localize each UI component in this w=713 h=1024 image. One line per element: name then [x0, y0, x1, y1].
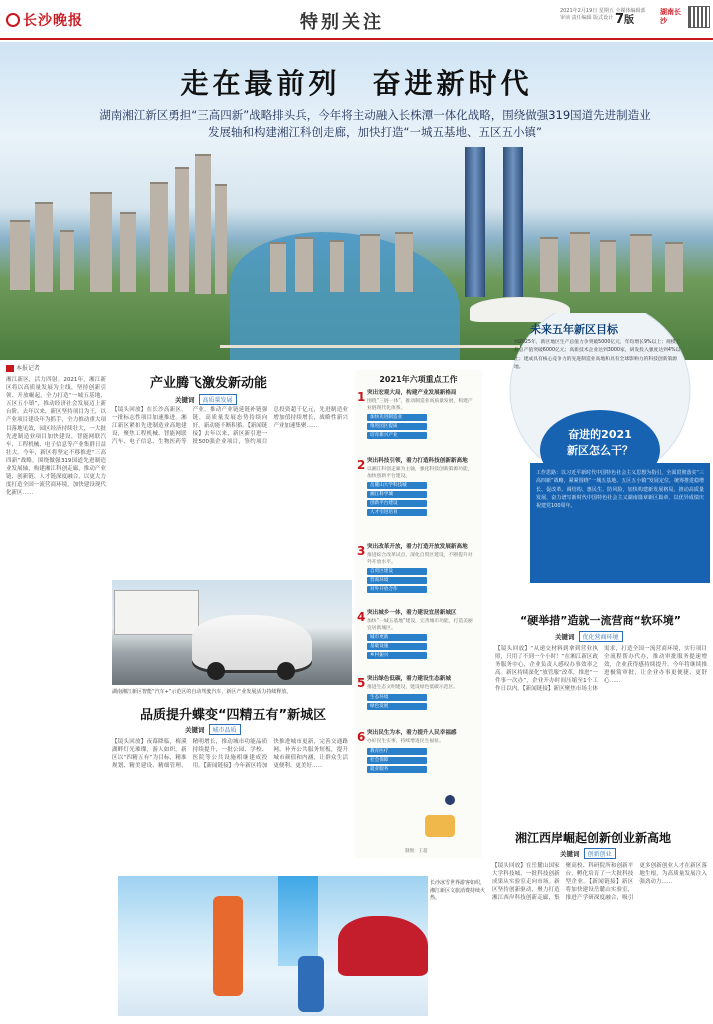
city-text: 【镜头回放】夜幕降临，梅溪湖畔灯光璀璨，游人如织。新区以“四精五有”为目标，精准规划、精美建设、精细管理、精明增长，推动城市功能品质持续提升，一批公园、学校、医院等公共设施相继建成投用。【新闻链接】今年新区将加快推进城市更新，完善交通路网，补齐公共服务短板，提升城市颜值和内涵，让群众生活更便利、更美好…… — [112, 739, 348, 770]
building — [270, 242, 286, 292]
business-keyword — [555, 631, 623, 642]
building — [330, 240, 344, 292]
reporter-label — [6, 363, 106, 372]
item-tag: 湘江科学城 — [367, 491, 427, 498]
business-text: 【镜头回放】“从递交材料到拿到营业执照，只用了不到一个小时！”在湘江新区政务服务中心，企业负责人感叹办事效率之高。新区持续深化“放管服”改革，推进“一件事一次办”，企业开办时间压缩至1个工作日以内。【新闻链接】新区聚焦市场主体需求，打造全国一流营商环境，实行项目全流程帮办代办，推动审批服务提速增效，企业获得感持续提升。今年将继续推进极简审批，让企业办事更便捷、更舒心…… — [495, 646, 707, 693]
worker-illustration — [415, 795, 475, 845]
masthead — [0, 0, 713, 40]
key-work-item — [357, 544, 477, 593]
industry-headline: 产业腾飞激发新动能 — [150, 376, 268, 391]
building — [630, 234, 652, 292]
hero-subtitle: 湖南湘江新区勇担“三高四新”战略排头兵，今年将主动融入长株潭一体化战略，围绕做强319国道先进制造业发展轴和构建湘江科创走廊，加快打造“一城五基地、五区五小镇” — [99, 108, 651, 139]
car-wheel — [277, 662, 295, 680]
item-tag: 城市更新 — [367, 634, 427, 641]
bridge — [220, 345, 520, 348]
building — [120, 212, 136, 292]
keyword-label: 关键词 — [175, 396, 195, 404]
chart-credit: 制图：王超 — [405, 849, 428, 854]
page-number-suffix: 版 — [624, 15, 635, 26]
person-head-icon — [445, 795, 455, 805]
item-tag: 对外开放合作 — [367, 586, 427, 593]
business-headline: “硬举措”造就一流营商“软环境” — [520, 614, 681, 627]
date-line: 2021年2月19日 星期五 全媒体编辑部审读 责任编辑 版式设计 — [560, 8, 646, 21]
item-number: 1 — [357, 390, 366, 404]
innovation-text: 【镜头回放】在岳麓山国家大学科技城，一批科技创新成果从实验室走向市场。新区坚持创新驱动，聚力打造湘江西岸科技创新走廊，集聚高校、科研院所和创新平台，孵化培育了一大批科技型企业。【新闻链接】新区将加快建设岳麓山实验室，推进产学研深度融合，吸引更多创新创业人才在新区落地生根，为高质量发展注入强劲动力…… — [492, 863, 707, 902]
page-number-value: 7 — [615, 12, 625, 27]
item-number: 3 — [357, 544, 366, 558]
logo-text: 长沙晚报 — [23, 13, 83, 29]
plan-title-line2: 新区怎么干？ — [567, 444, 633, 457]
key-work-item — [357, 730, 477, 773]
innovation-headline: 湘江西岸崛起创新创业新高地 — [515, 831, 672, 845]
twin-tower-right — [503, 147, 523, 297]
item-number: 2 — [357, 458, 366, 472]
keyword-tag: 高质量发展 — [199, 394, 237, 405]
item-title: 突出改革开放，着力打造开放发展新高地 — [367, 544, 468, 550]
red-car-display — [338, 916, 428, 976]
keyword-label: 关键词 — [560, 850, 580, 858]
keyword-label: 关键词 — [555, 633, 575, 641]
key-work-item — [357, 390, 477, 439]
hero-title: 走在最前列 奋进新时代 — [180, 67, 533, 100]
building — [600, 240, 616, 292]
ice-sculpture — [278, 876, 318, 966]
car-wheel — [207, 662, 225, 680]
item-title: 突出科技引领，着力打造科技创新新高地 — [367, 458, 468, 464]
building — [10, 220, 30, 290]
building — [540, 237, 558, 292]
city-keyword — [185, 724, 241, 735]
city-headline: 品质提升蝶变“四精五有”新城区 — [140, 708, 327, 723]
logo-circle-icon — [6, 13, 20, 27]
key-work-item — [357, 676, 477, 710]
innovation-keyword — [560, 848, 616, 859]
item-tag: 生态环境 — [367, 694, 427, 701]
item-tag: 创新平台建设 — [367, 500, 427, 507]
building — [35, 202, 53, 292]
item-tag: 就业服务 — [367, 766, 427, 773]
keyword-tag: 优化营商环境 — [579, 631, 623, 642]
goals-title: 未来五年新区目标 — [530, 323, 618, 336]
key-work-item — [357, 610, 477, 659]
item-number: 5 — [357, 676, 366, 690]
car-body — [192, 615, 312, 670]
item-tag: 乡村振兴 — [367, 652, 427, 659]
twin-tower-left — [465, 147, 485, 297]
item-tag: 社会保障 — [367, 757, 427, 764]
item-tag: 加快先进制造业 — [367, 414, 427, 421]
building — [215, 184, 227, 294]
building — [295, 237, 313, 292]
item-tag: 培育新兴产业 — [367, 432, 427, 439]
key-work-item — [357, 458, 477, 516]
key-work-title: 2021年六项重点工作 — [379, 375, 458, 384]
plan-title-line1: 奋进的2021 — [568, 428, 632, 441]
item-tag: 绿色发展 — [367, 703, 427, 710]
item-tag: 教育医疗 — [367, 748, 427, 755]
box-illustration — [425, 815, 455, 837]
qr-code-icon[interactable] — [688, 6, 710, 28]
industry-photo-caption: 湖南湘江新区智能“汽车+”示范区的自动驾驶汽车，新区产业发展活力持续释放。 — [112, 689, 292, 695]
industry-keyword — [175, 394, 237, 405]
red-tag: 湖南长沙 — [660, 8, 681, 25]
left-column-text: 湘江新区，活力四射。2021年，湘江新区将以高质量发展为主线，坚持创新引领、开放崛起，全力打造“一城五基地、五区五小镇”，推动经济社会发展迈上新台阶。去年以来，新区坚持项目为王，以产业项目建设年为抓手，全力推动重大项目落地见效，园区经济持续壮大，一大批先进制造业项目加快建设，智能网联汽车、工程机械、电子信息等产业集群日益壮大。今年，新区将坚定不移推进“三高四新”战略，围绕做强319国道先进制造业发展轴，构建湘江科创走廊，推动产业链、创新链、人才链深度融合，以更大力度打造全国一流营商环境，加快建设现代化新区…… — [6, 377, 106, 497]
item-title: 突出宏观大局，构建产业发展新格局 — [367, 390, 457, 396]
building — [665, 242, 683, 292]
building — [150, 182, 168, 292]
building — [570, 232, 590, 292]
keyword-tag: 创新创业 — [584, 848, 616, 859]
item-tag: 人才引进培育 — [367, 509, 427, 516]
item-desc: 办好民生实事，持续增进民生福祉。 — [367, 739, 444, 744]
item-desc: 围绕“三链一体”，推动制造业高质量发展，构建产业链现代化体系。 — [367, 399, 473, 411]
ice-world-photo — [118, 876, 428, 1016]
key-work-panel — [355, 370, 482, 858]
station-sign — [114, 590, 199, 635]
item-title: 突出城乡一体，着力建设宜居新城区 — [367, 610, 457, 616]
item-tag: 营商环境 — [367, 577, 427, 584]
building — [60, 230, 74, 290]
item-number: 4 — [357, 610, 366, 624]
item-title: 突出绿色低碳，着力建设生态新城 — [367, 676, 451, 682]
keyword-label: 关键词 — [185, 726, 205, 734]
label-badge-icon — [6, 365, 14, 372]
goals-text: 到2025年，新区地区生产总值力争突破5000亿元，年均增长9%以上；规模工业总产值突破6000亿元；高新技术企业达到3000家，研发投入强度达到4%以上；建成具有核心竞争力的先进制造业高地和具有全球影响力的科技创新策源地。 — [514, 340, 681, 371]
building — [395, 232, 413, 292]
river — [230, 232, 460, 360]
child-figure — [298, 956, 324, 1012]
page-number — [615, 11, 634, 27]
reporter-label-text: 本报记者 — [16, 365, 41, 372]
left-column — [6, 363, 106, 497]
section-title: 特别关注 — [300, 12, 384, 33]
child-figure — [213, 896, 243, 996]
self-driving-car-photo — [112, 580, 352, 685]
newspaper-logo — [6, 10, 83, 30]
item-desc: 加快“一城五基地”建设，完善城市功能，打造美丽宜居新城区。 — [367, 619, 473, 631]
building — [90, 192, 112, 292]
city-photo-caption: 长沙冰雪世界游客如织，湘江新区文旅消费持续火热。 — [430, 880, 486, 901]
industry-text: 【镜头回放】在长沙高新区，一批标志性项目加速推进。湘江新区紧扣先进制造业高地建设，聚焦工程机械、智能网联汽车、电子信息、生物医药等产业，推动产业链延链补链强链，高质量发展态势持续向好，新动能不断积蓄。【新闻链接】去年以来，新区新引进一批500强企业项目，签约项目总投资超千亿元，先进制造业增加值持续增长，战略性新兴产业加速集聚…… — [112, 407, 348, 446]
item-tag: 自贸区建设 — [367, 568, 427, 575]
item-desc: 推进生态文明建设，建设绿色低碳示范区。 — [367, 685, 459, 690]
item-desc: 以湘江科创走廊为主轴，强化科技创新策源功能，加快创新平台建设。 — [367, 467, 473, 479]
item-desc: 推进综合改革试点，深化自贸区建设，不断提升对外开放水平。 — [367, 553, 473, 565]
keyword-tag: 城市品质 — [209, 724, 241, 735]
item-tag: 基础设施 — [367, 643, 427, 650]
item-tag: 岳麓山大学科技城 — [367, 482, 427, 489]
plan-2021-text: 工作思路：以习近平新时代中国特色社会主义思想为指引，全面贯彻落实“三高四新”战略，紧紧围绕“一城五基地、五区五小镇”发展定位，统筹推进稳增长、促改革、调结构、惠民生、防风险，加快构建新发展格局，推动高质量发展，奋力谱写新时代中国特色社会主义湖南篇章新区篇章，以优异成绩庆祝建党100周年。 — [530, 463, 710, 583]
building — [195, 154, 211, 294]
building — [360, 234, 380, 292]
item-tag: 推进园区提质 — [367, 423, 427, 430]
item-title: 突出民生为本，着力提升人民幸福感 — [367, 730, 457, 736]
building — [175, 167, 189, 292]
item-number: 6 — [357, 730, 366, 744]
